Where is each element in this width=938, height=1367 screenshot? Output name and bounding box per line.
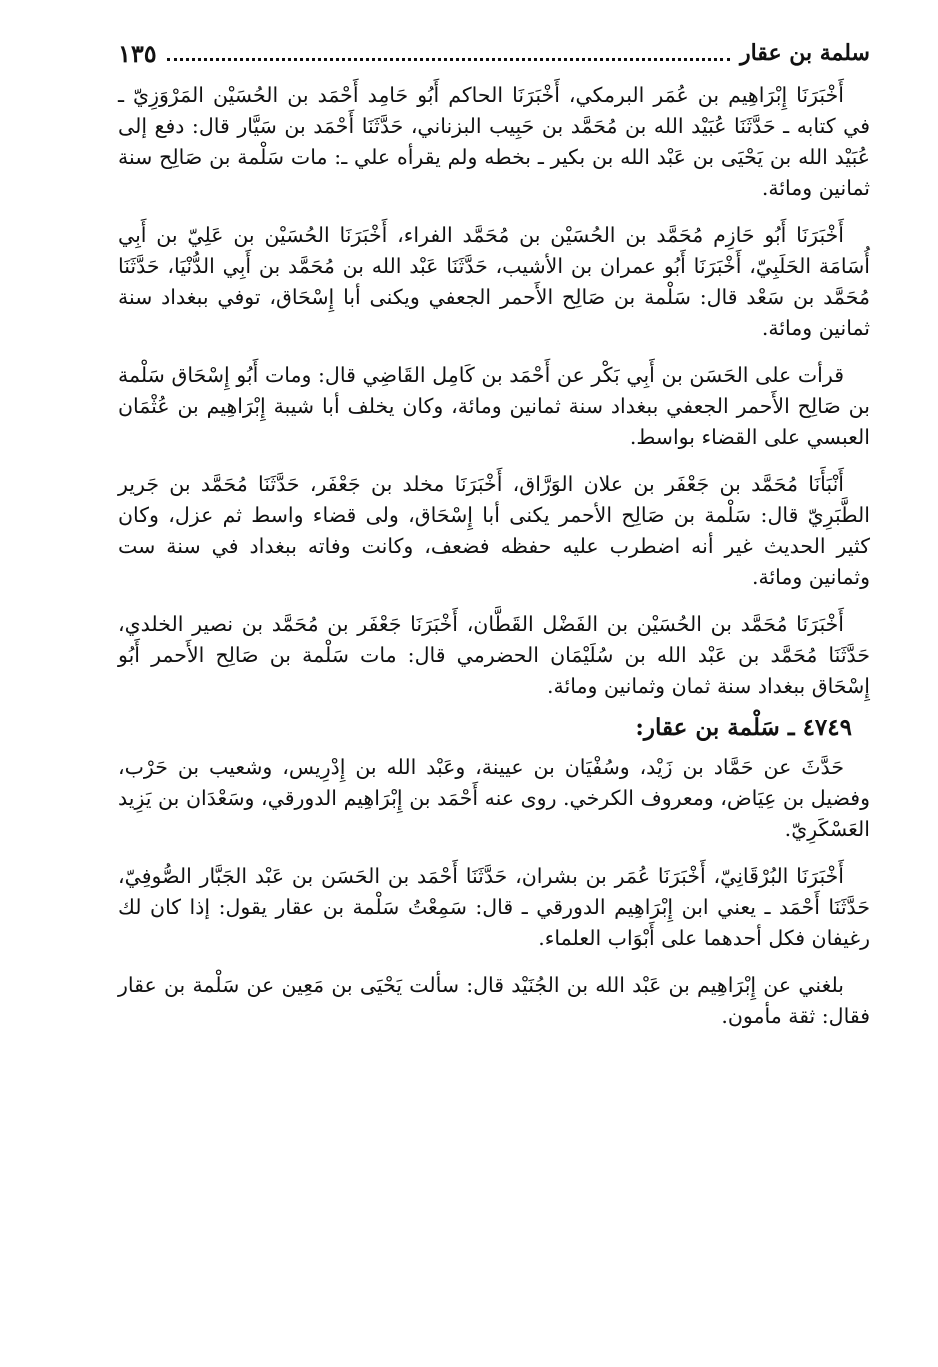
- paragraph-spacer: [118, 845, 870, 861]
- paragraph-spacer: [118, 204, 870, 220]
- paragraph: أَخْبَرَنَا مُحَمَّد بن الحُسَيْن بن الفَضْل القَطَّان، أَخْبَرَنَا جَعْفَر بن مُحَمَّد بن نصير الخلدي، حَدَّثَنَا مُحَمَّد بن عَبْد الله بن سُلَيْمَان الحضرمي قال: مات سَلْمة بن صَالِح الأَحمر أَبُو إِسْحَاق ببغداد سنة ثمان وثمانين ومائة.: [118, 612, 870, 698]
- page-number: ١٣٥: [118, 38, 157, 68]
- paragraph-spacer: [118, 593, 870, 609]
- paragraph-spacer: [118, 453, 870, 469]
- paragraph-spacer: [118, 954, 870, 970]
- paragraph: قرأت على الحَسَن بن أَبِي بَكْر عن أَحْمَد بن كَامِل القَاضِي قال: ومات أَبُو إِسْحَاق سَلْمة بن صَالِح الأَحمر الجعفي ببغداد سنة ثمانين ومائة، وكان يخلف أبا شيبة إِبْرَاهِيم بن عُثْمَان العبسي على القضاء بواسط.: [118, 363, 870, 449]
- entry-paragraph: أَخْبَرَنَا البُرْقَانِيّ، أَخْبَرَنَا عُمَر بن بشران، حَدَّثَنَا أَحْمَد بن الحَسَن بن عَبْد الجَبَّار الصُّوفِيّ، حَدَّثَنَا أَحْمَد ـ يعني ابن إِبْرَاهِيم الدورقي ـ قال: سَمِعْتُ سَلْمة بن عقار يقول: إذا كان لك رغيفان فكل أحدهما على أَبْوَاب العلماء.: [118, 864, 870, 950]
- document-page: [118, 30, 870, 1032]
- header-dot-leader: [167, 58, 730, 61]
- running-title: سلمة بن عقار: [739, 40, 870, 66]
- paragraph: أَنْبَأَنَا مُحَمَّد بن جَعْفَر بن علان الوَرَّاق، أَخْبَرَنَا مخلد بن جَعْفَر، حَدَّثَنَا مُحَمَّد بن جَرير الطَّبَرِيّ قال: سَلْمة بن صَالِح الأحمر يكنى أبا إِسْحَاق، ولى قضاء واسط ثم عزل، وكان كثير الحديث غير أنه اضطرب عليه حفظه فضعف، وكانت وفاته ببغداد في سنة ست وثمانين ومائة.: [118, 472, 870, 589]
- page-header: [118, 30, 870, 76]
- entry-heading: ٤٧٤٩ ـ سَلْمة بن عقار:: [635, 714, 852, 741]
- paragraph: أَخْبَرَنَا إِبْرَاهِيم بن عُمَر البرمكي، أَخْبَرَنَا الحاكم أَبُو حَامِد أَحْمَد بن الحُسَيْن المَرْوَزِيّ ـ في كتابه ـ حَدَّثَنَا عُبَيْد الله بن مُحَمَّد بن حَبِيب البزناني، حَدَّثَنَا أَحْمَد بن سَيَّار قال: دفع إلى عُبَيْد الله بن يَحْيَى بن عَبْد الله بن بكير ـ بخطه ولم يقرأه علي ـ: مات سَلْمة بن صَالِح سنة ثمانين ومائة.: [118, 83, 870, 200]
- entry-paragraph: بلغني عن إِبْرَاهِيم بن عَبْد الله بن الجُنَيْد قال: سألت يَحْيَى بن مَعِين عن سَلْمة بن عقار فقال: ثقة مأمون.: [118, 973, 870, 1028]
- entry-paragraph: حَدَّثَ عن حَمَّاد بن زَيْد، وسُفْيَان بن عيينة، وعَبْد الله بن إِدْرِيس، وشعيب بن حَرْب، وفضيل بن عِيَاض، ومعروف الكرخي. روى عنه أَحْمَد بن إِبْرَاهِيم الدورقي، وسَعْدَان بن يَزِيد العَسْكَرِيّ.: [118, 755, 870, 841]
- paragraph-spacer: [118, 344, 870, 360]
- paragraph: أَخْبَرَنَا أَبُو حَازِم مُحَمَّد بن الحُسَيْن بن مُحَمَّد الفراء، أَخْبَرَنَا الحُسَيْن بن عَلِيّ بن أَبِي أُسَامَة الحَلَبِيّ، أَخْبَرَنَا أَبُو عمران بن الأشيب، حَدَّثَنَا عَبْد الله بن مُحَمَّد بن أَبِي الدُّنْيَا، حَدَّثَنَا مُحَمَّد بن سَعْد قال: سَلْمة بن صَالِح الأَحمر الجعفي ويكنى أبا إِسْحَاق، توفي ببغداد سنة ثمانين ومائة.: [118, 223, 871, 340]
